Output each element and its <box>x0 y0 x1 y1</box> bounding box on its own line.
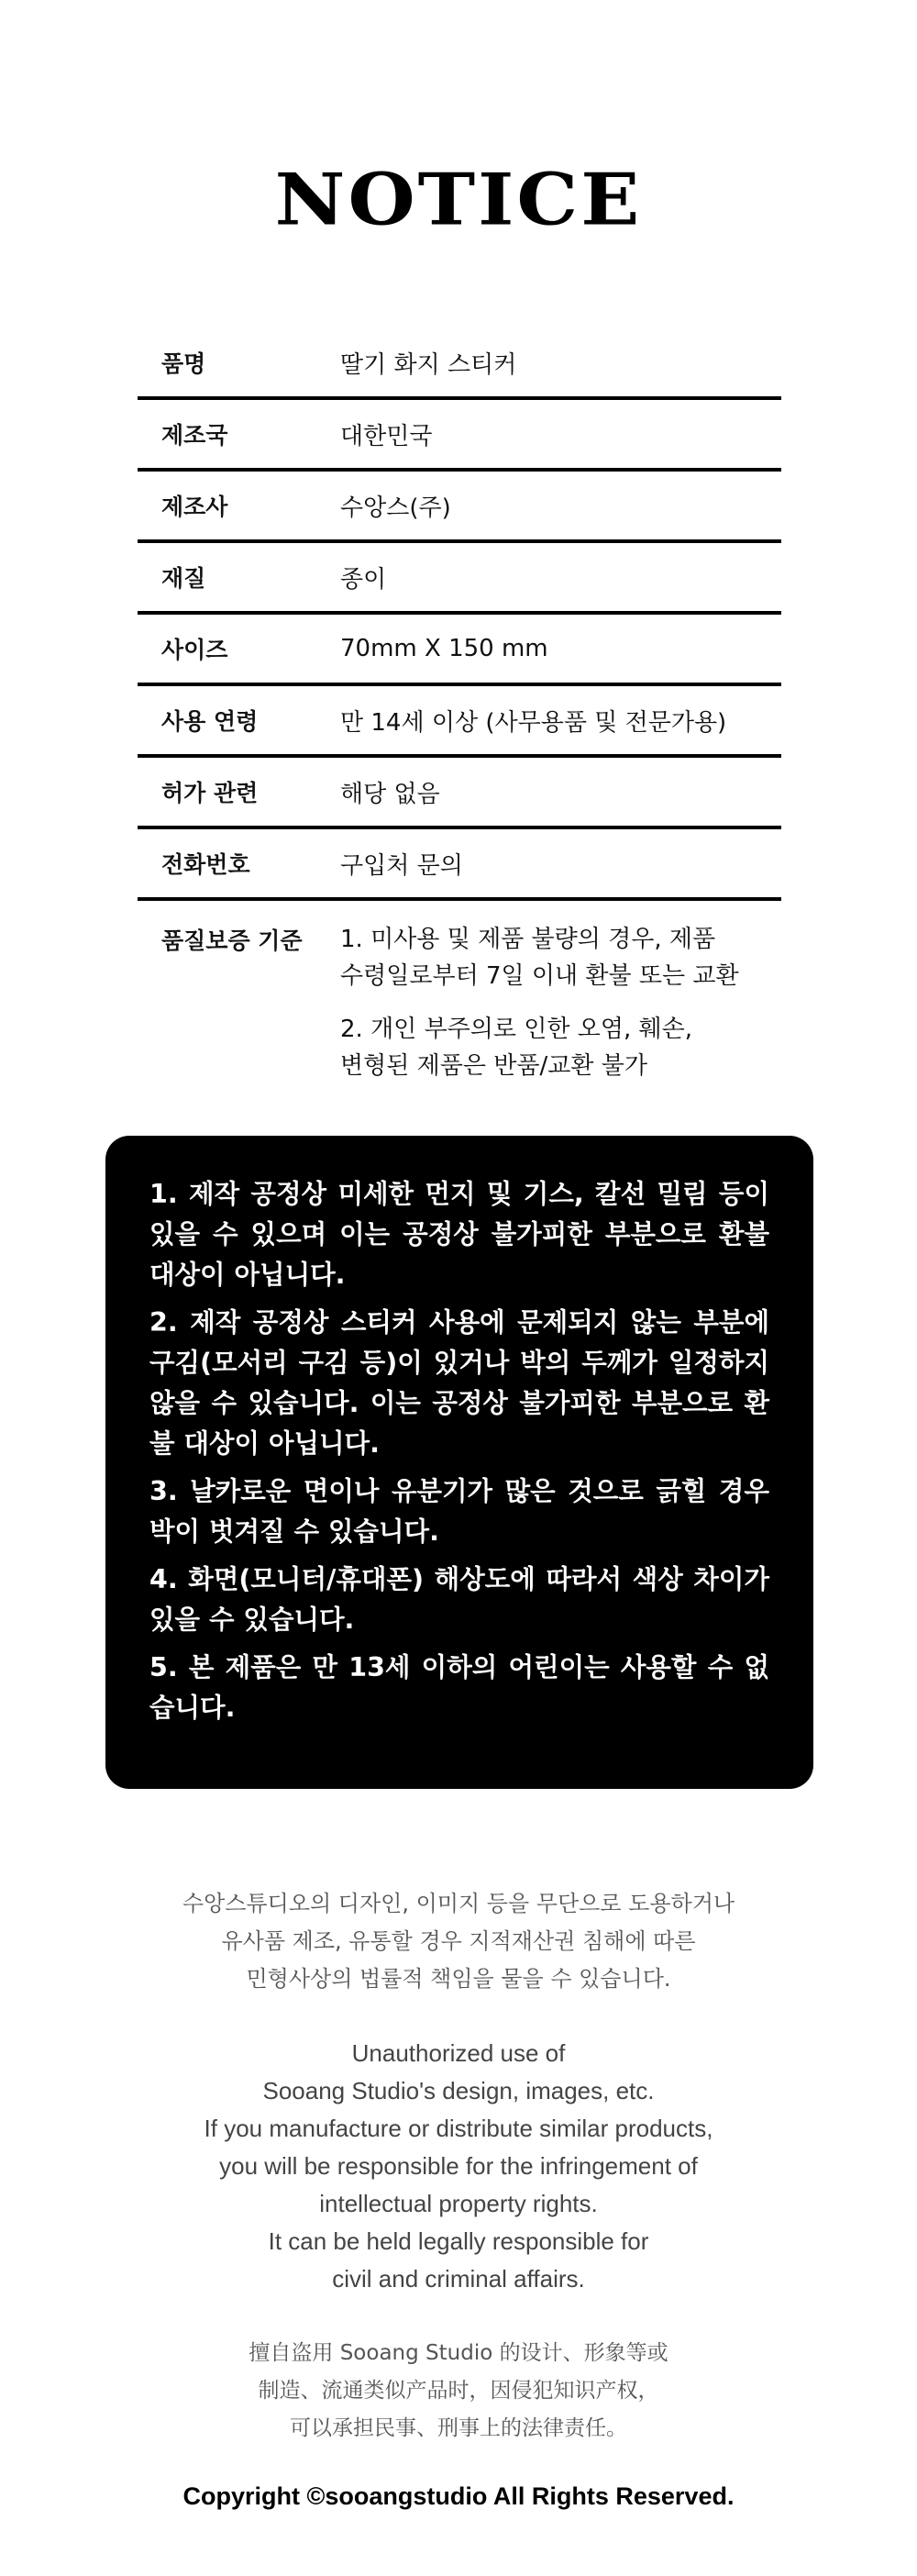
footer-line: 유사품 제조, 유통할 경우 지적재산권 침해에 따른 <box>221 1928 696 1954</box>
row-label: 품질보증 기준 <box>161 927 303 954</box>
notice-item: 4. 화면(모니터/휴대폰) 해상도에 따라서 색상 차이가 있을 수 있습니다. <box>149 1564 769 1635</box>
footer-line: 민형사상의 법률적 책임을 물을 수 있습니다. <box>246 1966 671 1992</box>
row-label: 제조사 <box>161 494 228 520</box>
footer-line: It can be held legally responsible for <box>268 2227 649 2255</box>
footer-line: 可以承担民事、刑事上的法律责任。 <box>290 2416 627 2440</box>
row-label: 품명 <box>161 350 206 377</box>
row-value: 딸기 화지 스티커 <box>340 350 517 379</box>
footer-line: 수앙스튜디오의 디자인, 이미지 등을 무단으로 도용하거나 <box>182 1891 735 1916</box>
notice-item: 1. 제작 공정상 미세한 먼지 및 기스, 칼선 밀림 등이 있을 수 있으며 이는 공정상 불가피한 부분으로 환불 대상이 아닙니다. <box>149 1179 769 1290</box>
row-label: 사용 연령 <box>161 708 259 735</box>
row-label: 사이즈 <box>161 637 228 663</box>
row-value: 만 14세 이상 (사무용품 및 전문가용) <box>340 708 727 737</box>
row-value: 대한민국 <box>340 422 433 450</box>
notice-box <box>105 1136 813 1789</box>
row-label: 재질 <box>161 565 206 592</box>
row-value: 수앙스(주) <box>340 494 451 522</box>
info-row-age <box>138 686 781 758</box>
row-value: 종이 <box>340 565 387 594</box>
info-row-size <box>138 615 781 686</box>
footer-english <box>0 2035 917 2298</box>
row-label: 전화번호 <box>161 851 250 878</box>
footer-line: civil and criminal affairs. <box>332 2265 585 2293</box>
copyright: Copyright ©sooangstudio All Rights Reserved. <box>182 2482 735 2510</box>
quality-item-line: 2. 개인 부주의로 인한 오염, 훼손, <box>340 1016 693 1043</box>
row-value: 해당 없음 <box>340 780 440 808</box>
footer-line: intellectual property rights. <box>319 2190 598 2217</box>
info-row-material <box>138 543 781 615</box>
footer-line: Unauthorized use of <box>351 2039 566 2067</box>
row-label: 허가 관련 <box>161 780 259 806</box>
row-value: 70mm X 150 mm <box>340 635 548 662</box>
footer-line: 制造、流通类似产品时，因侵犯知识产权， <box>258 2379 659 2403</box>
quality-item-line: 수령일로부터 7일 이내 환불 또는 교환 <box>340 962 739 990</box>
info-row-phone <box>138 829 781 901</box>
quality-item <box>340 1011 781 1084</box>
info-row-product-name <box>138 328 781 400</box>
footer-korean <box>0 1885 917 1998</box>
notice-item: 5. 본 제품은 만 13세 이하의 어린이는 사용할 수 없습니다. <box>149 1652 769 1723</box>
footer-line: Sooang Studio's design, images, etc. <box>262 2077 655 2104</box>
footer-chinese <box>0 2335 917 2448</box>
notice-item: 2. 제작 공정상 스티커 사용에 문제되지 않는 부분에 구김(모서리 구김 등)이 있거나 박의 두께가 일정하지 않을 수 있습니다. 이는 공정상 불가피한 부분으로 환불 대상이 아닙니다. <box>149 1307 769 1459</box>
quality-items <box>340 921 781 1101</box>
page-title: NOTICE <box>274 158 643 242</box>
footer-line: you will be responsible for the infringement of <box>219 2152 698 2180</box>
row-label: 제조국 <box>161 422 228 449</box>
info-row-quality <box>138 901 781 1101</box>
row-value: 구입처 문의 <box>340 851 463 880</box>
info-row-manufacturer <box>138 472 781 543</box>
info-row-permit <box>138 758 781 829</box>
product-info-table <box>138 328 781 1101</box>
footer-line: If you manufacture or distribute similar products, <box>204 2115 713 2142</box>
quality-item <box>340 921 781 994</box>
info-row-country <box>138 400 781 472</box>
footer-line: 擅自盗用 Sooang Studio 的设计、形象等或 <box>249 2341 668 2365</box>
notice-item: 3. 날카로운 면이나 유분기가 많은 것으로 긁힐 경우 박이 벗겨질 수 있습니다. <box>149 1476 769 1547</box>
quality-item-line: 1. 미사용 및 제품 불량의 경우, 제품 <box>340 926 716 953</box>
quality-item-line: 변형된 제품은 반품/교환 불가 <box>340 1052 647 1080</box>
